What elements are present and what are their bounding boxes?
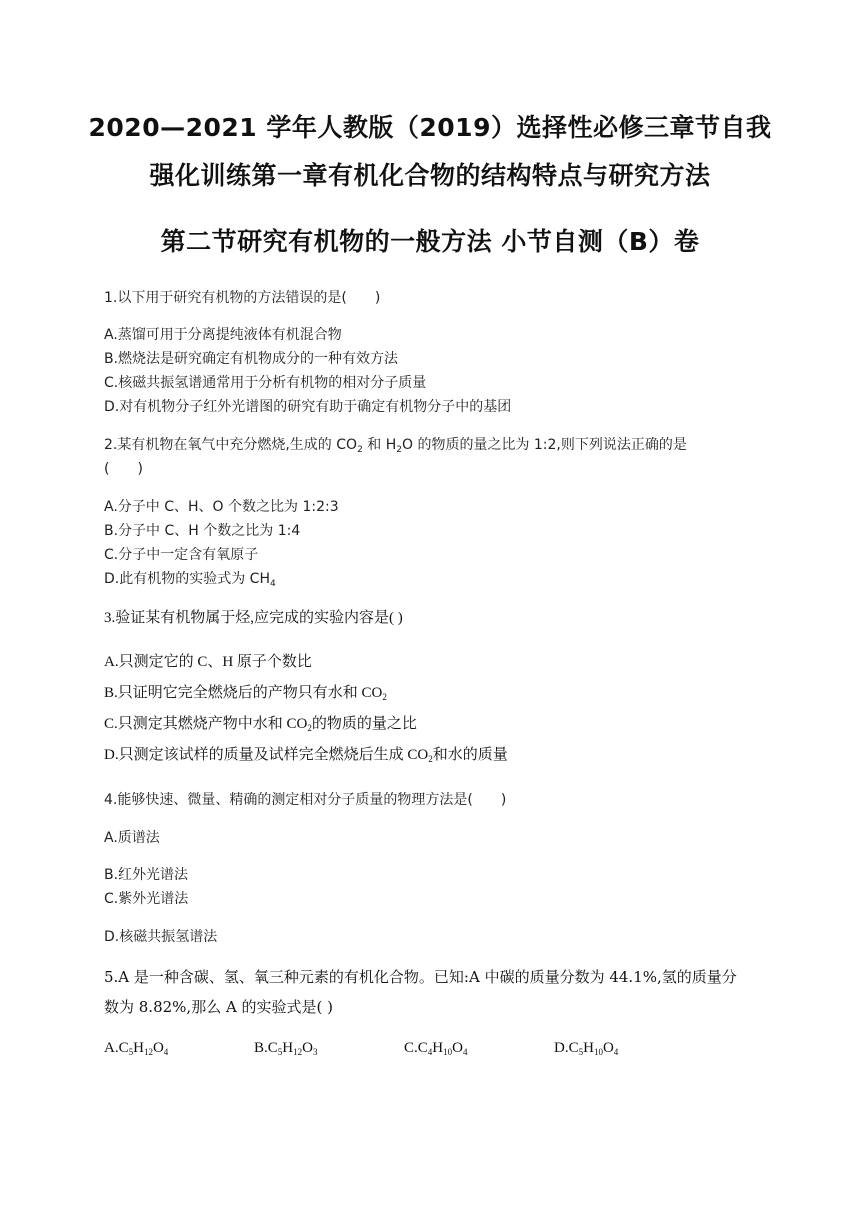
q3-option-d: D.只测定该试样的质量及试样完全燃烧后生成 $CO_2$和水的质量 <box>104 747 508 764</box>
q2-option-b: B.分子中 C、H 个数之比为 1:4 <box>104 523 301 539</box>
q2-option-a: A.分子中 C、H、O 个数之比为 1:2:3 <box>104 499 339 515</box>
title-line-3: 第二节研究有机物的一般方法 小节自测（B）卷 <box>160 227 700 256</box>
q1-option-b: B.燃烧法是研究确定有机物成分的一种有效方法 <box>104 351 399 367</box>
q3-option-a: A.只测定它的 C、H 原子个数比 <box>104 654 312 670</box>
q5-option-b: $B.C_5H_{12}O_3$ <box>254 1040 318 1057</box>
q4-option-c: C.紫外光谱法 <box>104 891 189 907</box>
title-line-1: 2020—2021 学年人教版（2019）选择性必修三章节自我 <box>88 113 772 142</box>
q1-option-a: A.蒸馏可用于分离提纯液体有机混合物 <box>104 327 342 343</box>
q2-stem-line-2: ( ) <box>104 461 143 477</box>
q1-option-c: C.核磁共振氢谱通常用于分析有机物的相对分子质量 <box>104 375 427 391</box>
q1-option-d: D.对有机物分子红外光谱图的研究有助于确定有机物分子中的基团 <box>104 399 512 415</box>
q3-option-c: C.只测定其燃烧产物中水和 $CO_2$的物质的量之比 <box>104 716 417 733</box>
q5-option-c: $C.C_4H_{10}O_4$ <box>404 1040 468 1057</box>
q3-stem: 3.验证某有机物属于烃,应完成的实验内容是( ) <box>104 610 403 626</box>
q4-stem: 4.能够快速、微量、精确的测定相对分子质量的物理方法是( ) <box>104 792 507 808</box>
q2-option-d: D.此有机物的实验式为 $CH_4$ <box>104 571 276 589</box>
q3-option-b: B.只证明它完全燃烧后的产物只有水和 $CO_2$ <box>104 685 387 702</box>
q4-option-d: D.核磁共振氢谱法 <box>104 929 218 945</box>
q5-option-a: $A.C_5H_{12}O_4$ <box>104 1040 169 1057</box>
q5-stem-line-2: 数为 8.82%,那么 A 的实验式是( ) <box>104 998 334 1016</box>
q4-option-a: A.质谱法 <box>104 830 160 846</box>
q4-option-b: B.红外光谱法 <box>104 867 189 883</box>
title-line-2: 强化训练第一章有机化合物的结构特点与研究方法 <box>149 161 711 190</box>
q2-stem: 2.某有机物在氧气中充分燃烧,生成的 $CO_2$ 和 $H_2O$ 的物质的量之比为 1:2,则下列说法正确的是 <box>104 437 687 455</box>
q5-stem-line-1: 5.A 是一种含碳、氢、氧三种元素的有机化合物。已知:A 中碳的质量分数为 44.1%,氢的质量分 <box>104 968 737 986</box>
q5-option-d: $D.C_5H_{10}O_4$ <box>554 1040 619 1057</box>
q1-stem: 1.以下用于研究有机物的方法错误的是( ) <box>104 290 381 306</box>
q2-option-c: C.分子中一定含有氧原子 <box>104 547 259 563</box>
